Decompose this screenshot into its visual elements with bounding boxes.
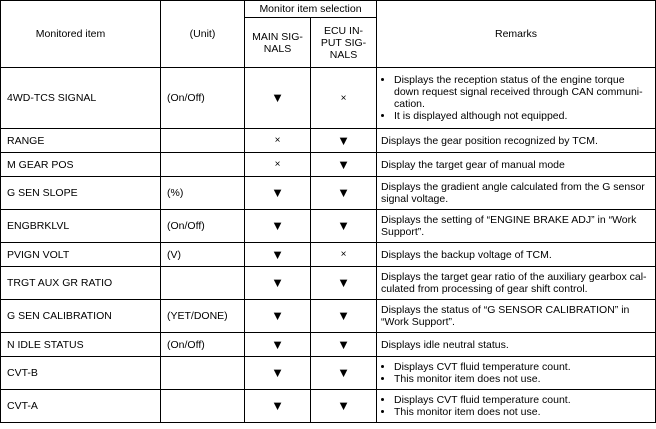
not-selected-cross-icon: × <box>340 92 347 104</box>
ecu-input-signals-mark <box>311 333 377 357</box>
table-row <box>1 300 656 333</box>
remarks-cell <box>377 300 656 333</box>
unit-cell: (V) <box>161 243 245 267</box>
remarks-text: Displays the gear position recognized by TCM. <box>381 134 598 147</box>
unit-cell: (YET/DONE) <box>161 300 245 333</box>
unit-cell: (On/Off) <box>161 333 245 357</box>
selected-triangle-icon: ▼ <box>271 365 284 380</box>
selected-triangle-icon: ▼ <box>271 275 284 290</box>
not-selected-cross-icon: × <box>274 135 281 146</box>
selected-triangle-icon: ▼ <box>337 132 350 148</box>
selected-triangle-icon: ▼ <box>337 185 350 200</box>
unit-cell <box>161 129 245 153</box>
remarks-cell <box>377 357 656 390</box>
unit-cell <box>161 357 245 390</box>
table-row <box>1 68 656 129</box>
ecu-input-signals-mark <box>311 68 377 129</box>
remarks-list <box>381 394 651 418</box>
remarks-text: Displays the setting of “ENGINE BRAKE ADJ” in “Work Support”. <box>381 214 637 238</box>
main-signals-mark <box>245 390 311 423</box>
table-row <box>1 153 656 177</box>
remarks-cell <box>377 153 656 177</box>
main-signals-mark <box>245 153 311 177</box>
ecu-input-signals-mark <box>311 153 377 177</box>
header-monitored-item: Monitored item <box>1 1 161 68</box>
main-signals-mark <box>245 300 311 333</box>
remarks-text: Displays the status of “G SENSOR CALIBRATION” in “Work Support”. <box>381 304 630 328</box>
table-row <box>1 333 656 357</box>
selected-triangle-icon: ▼ <box>337 156 350 172</box>
table-row <box>1 267 656 300</box>
unit-cell: (%) <box>161 177 245 210</box>
selected-triangle-icon: ▼ <box>271 246 284 262</box>
monitored-item-cell: 4WD-TCS SIGNAL <box>1 68 161 129</box>
main-signals-mark <box>245 267 311 300</box>
table-row <box>1 210 656 243</box>
selected-triangle-icon: ▼ <box>337 336 350 352</box>
remarks-cell <box>377 267 656 300</box>
header-monitor-item-selection: Monitor item selection <box>245 1 377 18</box>
header-main-signals: MAIN SIG- NALS <box>245 18 311 68</box>
header-unit: (Unit) <box>161 1 245 68</box>
ecu-input-signals-mark <box>311 129 377 153</box>
monitored-item-cell: M GEAR POS <box>1 153 161 177</box>
remarks-text: Displays the backup voltage of TCM. <box>381 248 552 261</box>
unit-cell <box>161 153 245 177</box>
ecu-input-signals-mark <box>311 267 377 300</box>
not-selected-cross-icon: × <box>274 159 281 170</box>
unit-cell: (On/Off) <box>161 68 245 129</box>
remarks-cell <box>377 210 656 243</box>
remarks-list <box>381 361 651 385</box>
unit-cell: (On/Off) <box>161 210 245 243</box>
main-signals-mark <box>245 333 311 357</box>
selected-triangle-icon: ▼ <box>271 336 284 352</box>
remarks-cell <box>377 129 656 153</box>
ecu-input-signals-mark <box>311 390 377 423</box>
remarks-cell <box>377 243 656 267</box>
monitored-item-cell: TRGT AUX GR RATIO <box>1 267 161 300</box>
monitored-item-cell: ENGBRKLVL <box>1 210 161 243</box>
main-signals-mark <box>245 357 311 390</box>
selected-triangle-icon: ▼ <box>337 398 350 413</box>
remarks-text: Displays the target gear ratio of the auxiliary gearbox cal-culated from processing of gear shift control. <box>381 271 647 295</box>
remarks-text: Display the target gear of manual mode <box>381 158 565 171</box>
header-ecu-input-signals: ECU IN- PUT SIG- NALS <box>311 18 377 68</box>
selected-triangle-icon: ▼ <box>271 185 284 200</box>
selected-triangle-icon: ▼ <box>337 365 350 380</box>
table-row <box>1 177 656 210</box>
remarks-list-item: • Displays CVT fluid temperature count. <box>394 361 651 373</box>
ecu-input-signals-mark <box>311 177 377 210</box>
remarks-list-item: • This monitor item does not use. <box>394 373 651 385</box>
remarks-cell <box>377 333 656 357</box>
monitored-item-cell: CVT-B <box>1 357 161 390</box>
selected-triangle-icon: ▼ <box>337 218 350 233</box>
ecu-input-signals-mark <box>311 243 377 267</box>
selected-triangle-icon: ▼ <box>271 90 284 105</box>
not-selected-cross-icon: × <box>340 249 347 260</box>
selected-triangle-icon: ▼ <box>271 398 284 413</box>
remarks-list-item: • Displays the reception status of the engine torque down request signal received through CAN communi-cation. <box>394 74 651 110</box>
remarks-text: Displays idle neutral status. <box>381 338 509 351</box>
remarks-list-item: • It is displayed although not equipped. <box>394 110 651 122</box>
monitored-item-cell: G SEN SLOPE <box>1 177 161 210</box>
table-row <box>1 129 656 153</box>
ecu-input-signals-mark <box>311 210 377 243</box>
main-signals-mark <box>245 68 311 129</box>
table-row <box>1 390 656 423</box>
remarks-text: Displays the gradient angle calculated from the G sensor signal voltage. <box>381 181 645 205</box>
ecu-input-signals-mark <box>311 300 377 333</box>
main-signals-mark <box>245 177 311 210</box>
ecu-input-signals-mark <box>311 357 377 390</box>
monitored-item-cell: RANGE <box>1 129 161 153</box>
main-signals-mark <box>245 129 311 153</box>
remarks-cell <box>377 68 656 129</box>
remarks-cell <box>377 390 656 423</box>
remarks-list-item: • Displays CVT fluid temperature count. <box>394 394 651 406</box>
selected-triangle-icon: ▼ <box>271 308 284 323</box>
unit-cell <box>161 267 245 300</box>
remarks-cell <box>377 177 656 210</box>
selected-triangle-icon: ▼ <box>337 308 350 323</box>
selected-triangle-icon: ▼ <box>337 275 350 290</box>
monitored-item-cell: PVIGN VOLT <box>1 243 161 267</box>
main-signals-mark <box>245 243 311 267</box>
table-row <box>1 357 656 390</box>
monitored-item-cell: CVT-A <box>1 390 161 423</box>
table-body <box>1 68 656 423</box>
monitored-item-cell: N IDLE STATUS <box>1 333 161 357</box>
monitored-item-cell: G SEN CALIBRATION <box>1 300 161 333</box>
selected-triangle-icon: ▼ <box>271 218 284 233</box>
remarks-list <box>381 74 651 122</box>
header-remarks: Remarks <box>377 1 656 68</box>
remarks-list-item: • This monitor item does not use. <box>394 406 651 418</box>
unit-cell <box>161 390 245 423</box>
main-signals-mark <box>245 210 311 243</box>
table-row <box>1 243 656 267</box>
